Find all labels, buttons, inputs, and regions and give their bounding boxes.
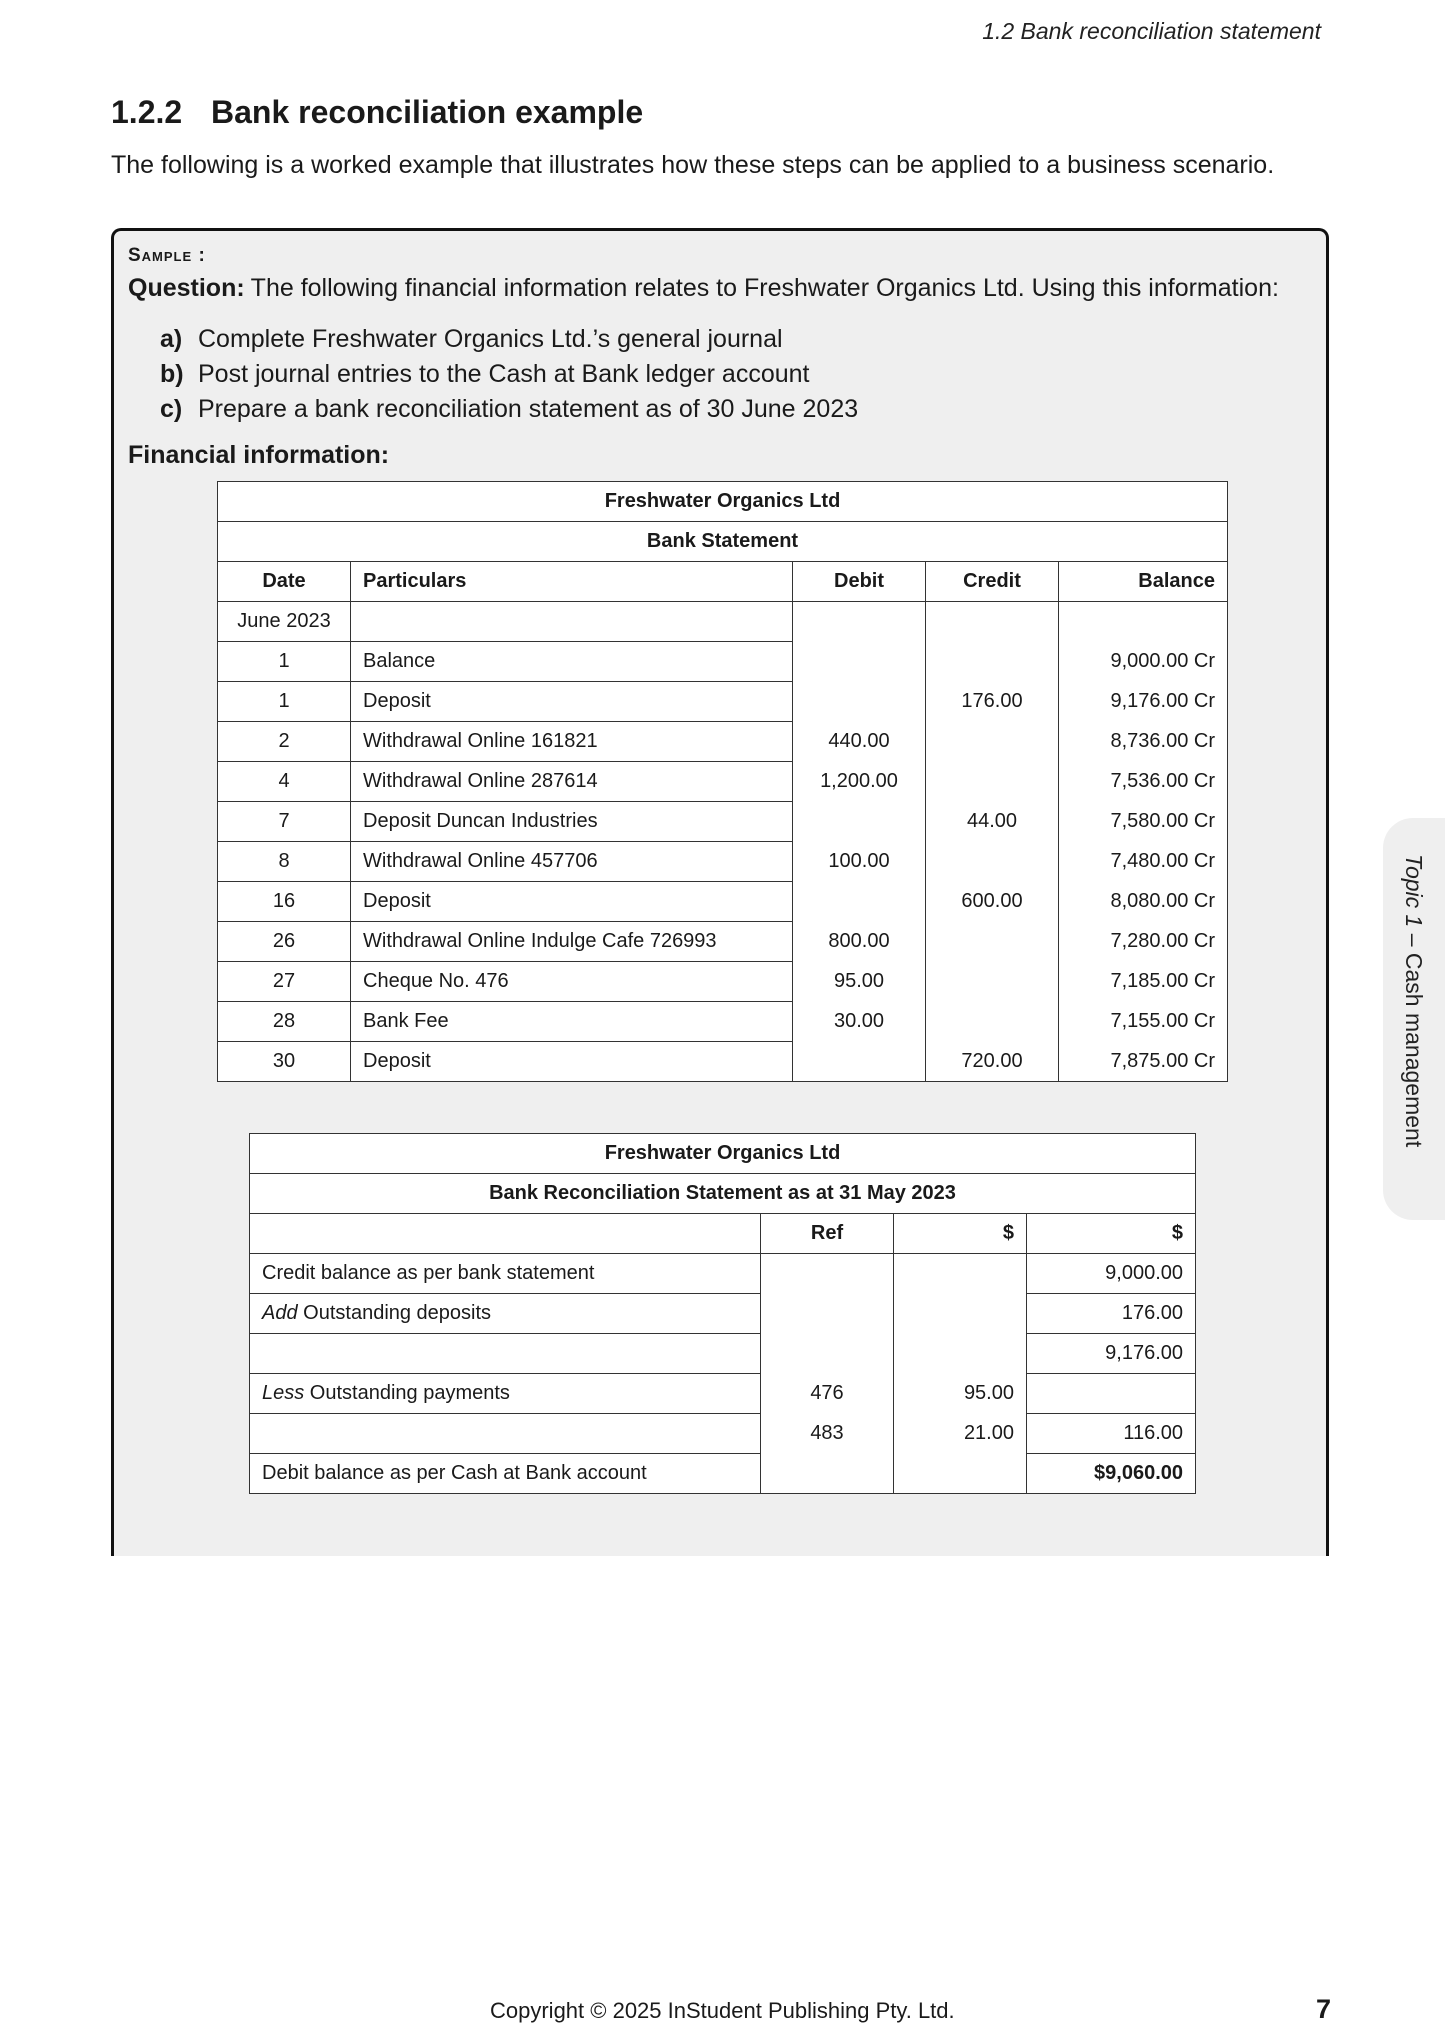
particulars-cell: Deposit [351,1042,793,1082]
date-cell: 8 [218,842,351,882]
description-text: Credit balance as per bank statement [262,1262,595,1284]
credit-cell [926,842,1059,882]
period-cell: June 2023 [218,602,351,642]
header-debit: Debit [793,562,926,602]
description-cell [250,1294,761,1334]
table-row [250,1294,1196,1334]
balance-cell: 8,080.00 Cr [1059,882,1228,922]
balance-cell: 7,280.00 Cr [1059,922,1228,962]
description-cell [250,1454,761,1494]
table-row [218,722,1228,762]
total-cell: $9,060.00 [1027,1454,1196,1494]
empty-cell [793,602,926,642]
table-row [250,1374,1196,1414]
table-row [218,962,1228,1002]
balance-cell: 8,736.00 Cr [1059,722,1228,762]
date-cell: 16 [218,882,351,922]
reconciliation-rows [250,1254,1196,1494]
item-letter: b) [160,360,184,388]
credit-cell: 44.00 [926,802,1059,842]
debit-cell: 440.00 [793,722,926,762]
header-ref: Ref [761,1214,894,1254]
table-row [250,1454,1196,1494]
reconciliation-table [249,1133,1196,1494]
table-row [218,642,1228,682]
balance-cell: 7,875.00 Cr [1059,1042,1228,1082]
description-prefix: Add [262,1302,298,1324]
description-cell [250,1414,761,1454]
credit-cell: 600.00 [926,882,1059,922]
balance-cell: 7,480.00 Cr [1059,842,1228,882]
question-items [160,322,858,427]
balance-cell: 7,185.00 Cr [1059,962,1228,1002]
date-cell: 2 [218,722,351,762]
amount-cell [894,1254,1027,1294]
balance-cell: 9,000.00 Cr [1059,642,1228,682]
credit-cell: 720.00 [926,1042,1059,1082]
item-text: Complete Freshwater Organics Ltd.’s general journal [198,325,783,353]
table-row [218,842,1228,882]
header-description [250,1214,761,1254]
particulars-cell: Bank Fee [351,1002,793,1042]
particulars-cell: Balance [351,642,793,682]
particulars-cell: Cheque No. 476 [351,962,793,1002]
debit-cell [793,802,926,842]
table-row [218,882,1228,922]
particulars-cell: Withdrawal Online Indulge Cafe 726993 [351,922,793,962]
description-text: Debit balance as per Cash at Bank account [262,1462,647,1484]
credit-cell [926,642,1059,682]
table-header-row [218,562,1228,602]
credit-cell [926,962,1059,1002]
description-cell [250,1374,761,1414]
particulars-cell: Withdrawal Online 287614 [351,762,793,802]
date-cell: 1 [218,642,351,682]
table-row [218,1042,1228,1082]
header-date: Date [218,562,351,602]
side-tab [1383,818,1445,1220]
date-cell: 28 [218,1002,351,1042]
amount-cell: 21.00 [894,1414,1027,1454]
description-text: Outstanding payments [304,1382,510,1404]
empty-cell [1059,602,1228,642]
debit-cell [793,642,926,682]
amount-cell [894,1334,1027,1374]
date-cell: 26 [218,922,351,962]
header-amount: $ [894,1214,1027,1254]
credit-cell [926,722,1059,762]
header-total: $ [1027,1214,1196,1254]
credit-cell [926,762,1059,802]
ref-cell [761,1334,894,1374]
total-cell: 116.00 [1027,1414,1196,1454]
table-title-row [250,1134,1196,1174]
bank-company-name: Freshwater Organics Ltd [218,482,1228,522]
bank-statement-title: Bank Statement [218,522,1228,562]
section-title [111,94,643,131]
bank-statement-table [217,481,1228,1082]
description-cell [250,1254,761,1294]
total-cell: 176.00 [1027,1294,1196,1334]
credit-cell: 176.00 [926,682,1059,722]
particulars-cell: Deposit Duncan Industries [351,802,793,842]
item-text: Post journal entries to the Cash at Bank ledger account [198,360,810,388]
ref-cell [761,1294,894,1334]
table-header-row [250,1214,1196,1254]
header-balance: Balance [1059,562,1228,602]
list-item [160,392,858,427]
page-number: 7 [1316,1994,1332,2024]
item-letter: a) [160,325,183,353]
list-item [160,322,858,357]
table-title-row [250,1174,1196,1214]
ref-cell [761,1254,894,1294]
section-number: 1.2.2 [111,94,183,130]
side-tab-text [1400,854,1427,1147]
question [128,274,1279,303]
recon-company-name: Freshwater Organics Ltd [250,1134,1196,1174]
empty-cell [926,602,1059,642]
amount-cell: 95.00 [894,1374,1027,1414]
table-title-row [218,482,1228,522]
particulars-cell: Deposit [351,882,793,922]
date-cell: 30 [218,1042,351,1082]
item-text: Prepare a bank reconciliation statement as of 30 June 2023 [198,395,859,423]
balance-cell: 7,580.00 Cr [1059,802,1228,842]
description-prefix: Less [262,1382,305,1404]
sample-box [111,228,1329,1556]
total-cell: 9,000.00 [1027,1254,1196,1294]
table-row [218,682,1228,722]
description-text: Outstanding deposits [297,1302,492,1324]
bank-statement-rows [218,642,1228,1082]
header-credit: Credit [926,562,1059,602]
side-tab-separator: – [1401,927,1427,953]
date-cell: 1 [218,682,351,722]
debit-cell: 95.00 [793,962,926,1002]
ref-cell: 483 [761,1414,894,1454]
question-text: The following financial information relates to Freshwater Organics Ltd. Using this information: [250,274,1279,302]
particulars-cell: Deposit [351,682,793,722]
credit-cell [926,922,1059,962]
question-label: Question: [128,274,245,302]
header-particulars: Particulars [351,562,793,602]
amount-cell [894,1454,1027,1494]
date-cell: 7 [218,802,351,842]
balance-cell: 7,155.00 Cr [1059,1002,1228,1042]
table-row [250,1414,1196,1454]
date-cell: 27 [218,962,351,1002]
section-title-text: Bank reconciliation example [211,94,644,130]
debit-cell [793,882,926,922]
empty-cell [351,602,793,642]
table-row [218,602,1228,642]
date-cell: 4 [218,762,351,802]
list-item [160,357,858,392]
total-cell: 9,176.00 [1027,1334,1196,1374]
table-row [218,1002,1228,1042]
description-cell [250,1334,761,1374]
table-row [250,1254,1196,1294]
footer-copyright: Copyright © 2025 InStudent Publishing Pty. Ltd. [490,1998,955,2023]
intro-paragraph: The following is a worked example that illustrates how these steps can be applied to a business scenario. [111,151,1275,179]
table-row [218,922,1228,962]
particulars-cell: Withdrawal Online 457706 [351,842,793,882]
financial-info-label: Financial information: [128,441,390,469]
table-row [218,762,1228,802]
side-tab-name: Cash management [1401,952,1427,1148]
side-tab-topic: Topic 1 [1401,854,1427,928]
running-head: 1.2 Bank reconciliation statement [982,18,1321,44]
recon-title: Bank Reconciliation Statement as at 31 May 2023 [250,1174,1196,1214]
ref-cell [761,1454,894,1494]
particulars-cell: Withdrawal Online 161821 [351,722,793,762]
balance-cell: 7,536.00 Cr [1059,762,1228,802]
sample-label: Sample : [128,245,206,266]
amount-cell [894,1294,1027,1334]
table-row [218,802,1228,842]
debit-cell [793,1042,926,1082]
total-cell [1027,1374,1196,1414]
debit-cell: 30.00 [793,1002,926,1042]
ref-cell: 476 [761,1374,894,1414]
debit-cell: 100.00 [793,842,926,882]
balance-cell: 9,176.00 Cr [1059,682,1228,722]
debit-cell: 1,200.00 [793,762,926,802]
table-title-row [218,522,1228,562]
credit-cell [926,1002,1059,1042]
table-row [250,1334,1196,1374]
debit-cell [793,682,926,722]
debit-cell: 800.00 [793,922,926,962]
item-letter: c) [160,395,183,423]
